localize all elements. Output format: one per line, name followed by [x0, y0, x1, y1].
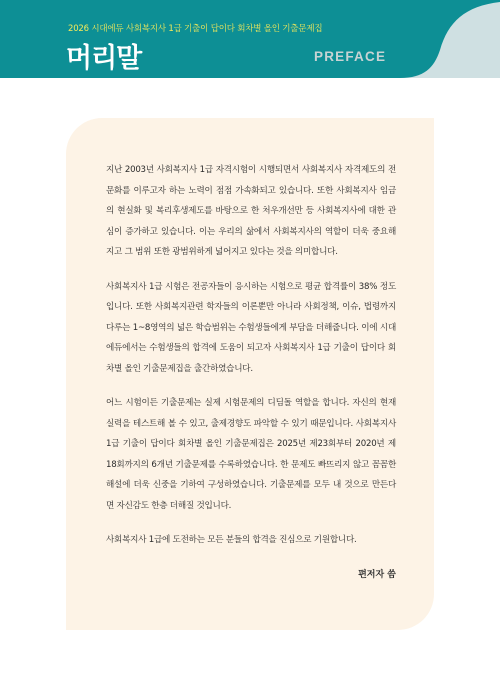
author-signature: 편저자 씀: [358, 570, 396, 580]
preface-paragraph-4: 사회복지사 1급에 도전하는 모든 분들의 합격을 진심으로 기원합니다.: [106, 535, 357, 545]
book-subtitle: 2026 시대에듀 사회복지사 1급 기출이 답이다 회차별 올인 기출문제집: [68, 24, 323, 34]
page-header: [0, 0, 500, 78]
preface-paragraph-1: 지난 2003년 사회복지사 1급 자격시험이 시행되면서 사회복지사 자격제도의 전문화를 이루고자 하는 노력이 점점 가속화되고 있습니다. 또한 사회복지사 임금의 현실화 및 복리후생제도를 바탕으로 한 처우개선만 등 사회복지사에 대한 관심이 증가하고 있습니다. 이는 우리의 삶에서 사회복지사의 역할이 더욱 중요해지고 그 범위 또한 광범위하게 넓어지고 있다는 것을 의미합니다.: [106, 165, 396, 257]
preface-paragraph-3: 어느 시험이든 기출문제는 실제 시험문제의 디딤돌 역할을 합니다. 자신의 현재 실력을 테스트해 볼 수 있고, 출제경향도 파악할 수 있기 때문입니다. 사회복지사 1급 기출이 답이다 회차별 올인 기출문제집은 2025년 제23회부터 2020년 제18회까지의 6개년 기출문제를 수록하였습니다. 한 문제도 빠뜨리지 않고 꼼꼼한 해설에 더욱 신중을 기하여 구성하였습니다. 기출문제를 모두 내 것으로 만든다면 자신감도 한층 더해질 것입니다.: [106, 398, 396, 511]
page-title: 머리말: [66, 43, 142, 74]
preface-paragraph-2: 사회복지사 1급 시험은 전공자들이 응시하는 시험으로 평균 합격률이 38% 정도입니다. 또한 사회복지관련 학자들의 이론뿐만 아니라 사회정책, 이슈, 법령까지 다루는 1~8영역의 넓은 학습범위는 수험생들에게 부담을 더해줍니다. 이에 시대에듀에서는 수험생들의 합격에 도움이 되고자 사회복지사 1급 기출이 답이다 회차별 올인 기출문제집을 출간하였습니다.: [106, 281, 396, 374]
preface-body: [106, 160, 396, 565]
page-title-english: PREFACE: [314, 49, 387, 64]
